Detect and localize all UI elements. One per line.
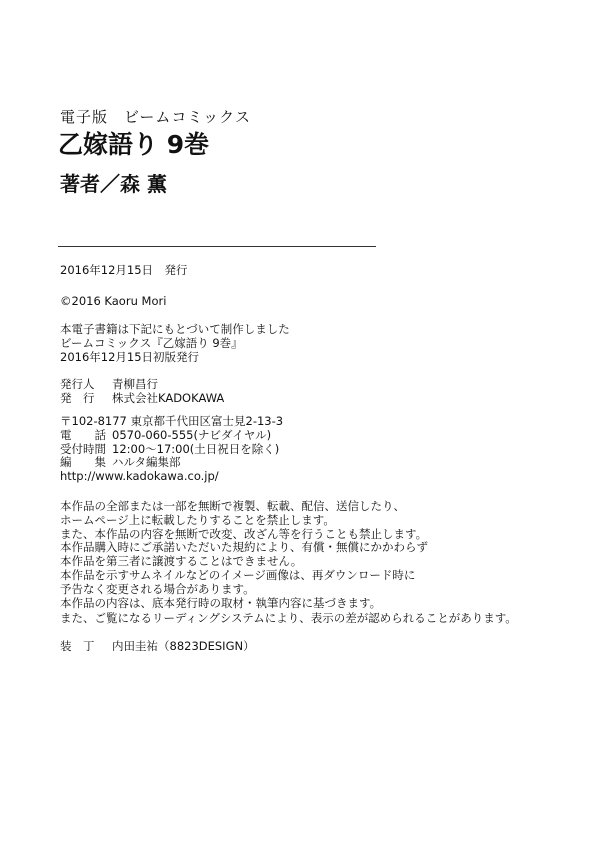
legal-note-line: また、本作品の内容を無断で改変、改ざん等を行うことも禁止します。	[60, 526, 428, 541]
legal-note-line: 本作品を示すサムネイルなどのイメージ画像は、再ダウンロード時に	[60, 567, 416, 582]
editor-name: ハルタ編集部	[112, 455, 181, 470]
author-line: 著者／森 薫	[60, 172, 167, 196]
legal-note-line: ホームページ上に転載したりすることを禁止します。	[60, 512, 335, 527]
issuer-name: 株式会社KADOKAWA	[112, 390, 225, 405]
reading-note-text: また、ご覧になるリーディングシステムにより、表示の差が認められることがあります。	[60, 611, 517, 625]
hours-row	[60, 443, 283, 457]
designer-name: 内田圭祐（8823DESIGN）	[112, 639, 255, 653]
publisher-name: 青柳昌行	[112, 377, 158, 391]
design-label: 装 丁	[60, 639, 95, 653]
phone-number: 0570-060-555(ナビダイヤル)	[112, 427, 272, 442]
issuer-label: 発 行	[60, 390, 95, 405]
hours-label: 受付時間	[60, 441, 106, 456]
issue-date	[60, 264, 188, 278]
edition-line: 本電子書籍は下記にもとづいて制作しました	[60, 322, 290, 336]
issue-date-text: 2016年12月15日 発行	[60, 263, 188, 277]
series-label: 電子版 ビームコミックス	[60, 108, 251, 126]
publisher-row	[60, 378, 224, 392]
legal-note-line: 本作品の全部または一部を無断で複製、転載、配信、送信したり、	[60, 499, 405, 513]
contact-info	[60, 415, 283, 484]
publisher-info	[60, 378, 224, 406]
edition-line: 2016年12月15日初版発行	[60, 349, 200, 364]
edition-line: ビームコミックス『乙嫁語り 9巻』	[60, 335, 243, 350]
editor-label: 編 集	[60, 455, 106, 470]
publisher-label: 発行人	[60, 377, 95, 391]
copyright-text: ©2016 Kaoru Mori	[60, 294, 167, 308]
phone-label: 電 話	[60, 427, 106, 442]
copyright	[60, 295, 166, 309]
book-title: 乙嫁語り 9巻	[58, 130, 210, 159]
divider-rule	[58, 246, 376, 247]
phone-row	[60, 429, 283, 443]
editor-row	[60, 456, 283, 470]
reading-system-note	[60, 612, 517, 626]
website-url: http://www.kadokawa.co.jp/	[60, 469, 219, 484]
design-credit	[60, 640, 255, 654]
legal-note-line: 本作品購入時にご承諾いただいた規約により、有償・無償にかかわらず	[60, 540, 428, 555]
legal-notes	[60, 500, 428, 610]
hours-text: 12:00〜17:00(土日祝日を除く)	[112, 441, 280, 456]
edition-info	[60, 323, 290, 364]
address-line: 〒102-8177 東京都千代田区富士見2-13-3	[60, 414, 284, 428]
issuer-row	[60, 392, 224, 406]
legal-note-line: 予告なく変更される場合があります。	[60, 581, 255, 596]
legal-note-line: 本作品の内容は、底本発行時の取材・執筆内容に基づきます。	[60, 595, 382, 610]
design-row	[60, 640, 255, 654]
legal-note-line: 本作品を第三者に譲渡することはできません。	[60, 554, 303, 569]
